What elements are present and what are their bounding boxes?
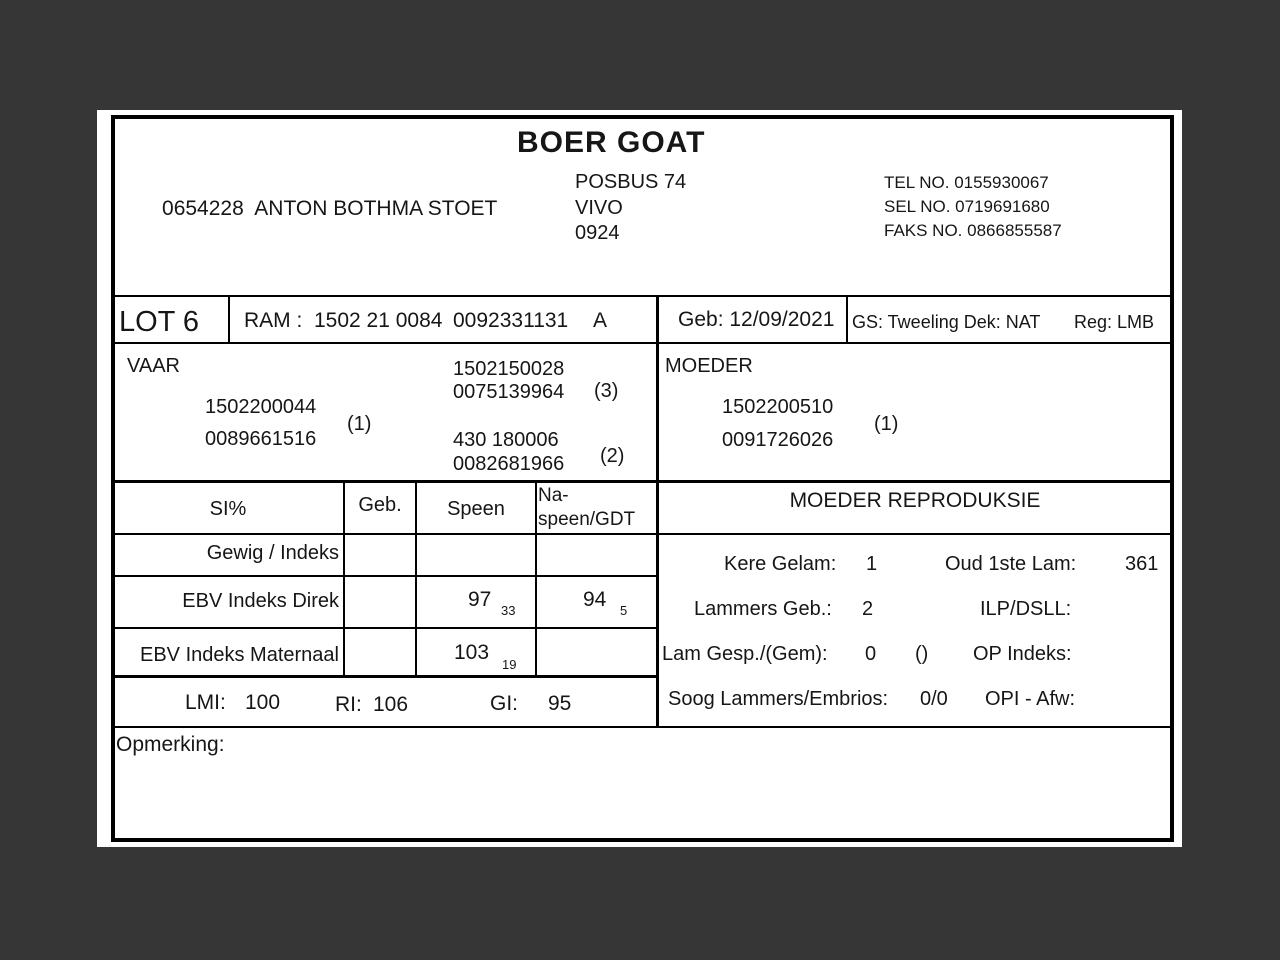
fax-number: FAKS NO. 0866855587 bbox=[884, 221, 1062, 240]
sire-section-label: VAAR bbox=[127, 355, 180, 377]
col-header-si: SI% bbox=[209, 498, 247, 520]
lam-gesp-extra: () bbox=[915, 643, 929, 665]
divider-table-bottom bbox=[113, 675, 659, 678]
dam-section-label: MOEDER bbox=[665, 355, 753, 377]
dam-id-line2: 0091726026 bbox=[722, 429, 834, 451]
ebv-direk-speen-accuracy: 33 bbox=[501, 603, 516, 618]
breeder-gap bbox=[244, 197, 255, 220]
ram-reg-number: 0092331131 bbox=[453, 309, 569, 332]
gi-label: GI: bbox=[490, 692, 519, 715]
dam-note: (1) bbox=[874, 413, 899, 435]
tel-number: TEL NO. 0155930067 bbox=[884, 173, 1049, 192]
divider-table-header bbox=[113, 533, 1171, 535]
divider-lot-top bbox=[113, 295, 1171, 297]
divider-lot-cell-2 bbox=[846, 295, 848, 342]
address-line-3: 0924 bbox=[575, 222, 620, 244]
ram-id: RAM : 1502 21 0084 bbox=[244, 309, 443, 332]
lam-gesp-value: 0 bbox=[865, 643, 877, 665]
kere-gelam-label: Kere Gelam: bbox=[724, 553, 837, 575]
birth-date: Geb: 12/09/2021 bbox=[678, 308, 835, 331]
op-indeks-label: OP Indeks: bbox=[973, 643, 1072, 665]
ram-status-letter: A bbox=[593, 309, 608, 332]
row-label-gewig-indeks: Gewig / Indeks bbox=[206, 542, 339, 564]
row-label-ebv-direk: EBV Indeks Direk bbox=[182, 590, 339, 612]
lmi-value: 100 bbox=[245, 691, 281, 714]
soog-lammers-value: 0/0 bbox=[920, 688, 948, 710]
ebv-direk-speen-value: 97 bbox=[468, 588, 492, 611]
lammers-geb-label: Lammers Geb.: bbox=[694, 598, 832, 620]
gs-dek-info: GS: Tweeling Dek: NAT bbox=[852, 312, 1041, 332]
granddam-id-line2: 0082681966 bbox=[453, 453, 565, 475]
opi-afw-label: OPI - Afw: bbox=[985, 688, 1076, 710]
divider-col-naspeen bbox=[535, 480, 537, 676]
breeder-name: ANTON BOTHMA STOET bbox=[254, 197, 498, 221]
opmerking-label: Opmerking: bbox=[116, 733, 225, 756]
lammers-geb-value: 2 bbox=[862, 598, 874, 620]
col-header-naspeen-line1: Na- bbox=[538, 485, 569, 506]
oud-1ste-lam-value: 361 bbox=[1125, 553, 1159, 575]
row-label-ebv-maternaal: EBV Indeks Maternaal bbox=[140, 644, 339, 666]
granddam-note: (2) bbox=[600, 445, 625, 467]
divider-tables-top bbox=[113, 480, 1171, 483]
document-title: BOER GOAT bbox=[517, 126, 706, 159]
kere-gelam-value: 1 bbox=[866, 553, 878, 575]
ri-label: RI: bbox=[335, 693, 362, 716]
address-line-2: VIVO bbox=[575, 197, 623, 219]
ebv-maternaal-speen-accuracy: 19 bbox=[502, 657, 517, 672]
divider-row-direk bbox=[113, 627, 658, 629]
sire-note: (1) bbox=[347, 413, 372, 435]
ebv-direk-naspeen-value: 94 bbox=[583, 588, 607, 611]
granddam-id-line1: 430 180006 bbox=[453, 429, 559, 451]
lam-gesp-label: Lam Gesp./(Gem): bbox=[662, 643, 828, 665]
reg-info: Reg: LMB bbox=[1074, 312, 1155, 332]
grandsire-id-line1: 1502150028 bbox=[453, 358, 565, 380]
divider-lot-bottom bbox=[113, 342, 1171, 344]
ilp-dsll-label: ILP/DSLL: bbox=[980, 598, 1072, 620]
lmi-label: LMI: bbox=[185, 691, 226, 714]
breeder-number: 0654228 bbox=[162, 197, 244, 221]
ri-value: 106 bbox=[373, 693, 409, 716]
grandsire-note: (3) bbox=[594, 380, 619, 402]
divider-lot-cell-1 bbox=[228, 295, 230, 342]
col-header-naspeen-line2: speen/GDT bbox=[538, 509, 636, 530]
cell-number: SEL NO. 0719691680 bbox=[884, 197, 1050, 216]
lot-number: LOT 6 bbox=[119, 306, 200, 338]
reproduksie-title: MOEDER REPRODUKSIE bbox=[789, 489, 1041, 512]
soog-lammers-label: Soog Lammers/Embrios: bbox=[668, 688, 889, 710]
oud-1ste-lam-label: Oud 1ste Lam: bbox=[945, 553, 1077, 575]
col-header-speen: Speen bbox=[447, 498, 505, 520]
gi-value: 95 bbox=[548, 692, 572, 715]
ebv-direk-naspeen-accuracy: 5 bbox=[620, 603, 628, 618]
address-line-1: POSBUS 74 bbox=[575, 171, 687, 193]
sire-id-line2: 0089661516 bbox=[205, 428, 317, 450]
document-page bbox=[97, 110, 1182, 847]
dam-id-line1: 1502200510 bbox=[722, 396, 834, 418]
ebv-maternaal-speen-value: 103 bbox=[454, 641, 490, 664]
col-header-geb: Geb. bbox=[358, 494, 402, 516]
divider-footer-top bbox=[113, 726, 1171, 728]
sire-id-line1: 1502200044 bbox=[205, 396, 317, 418]
grandsire-id-line2: 0075139964 bbox=[453, 381, 565, 403]
divider-row-gewig bbox=[113, 575, 658, 577]
